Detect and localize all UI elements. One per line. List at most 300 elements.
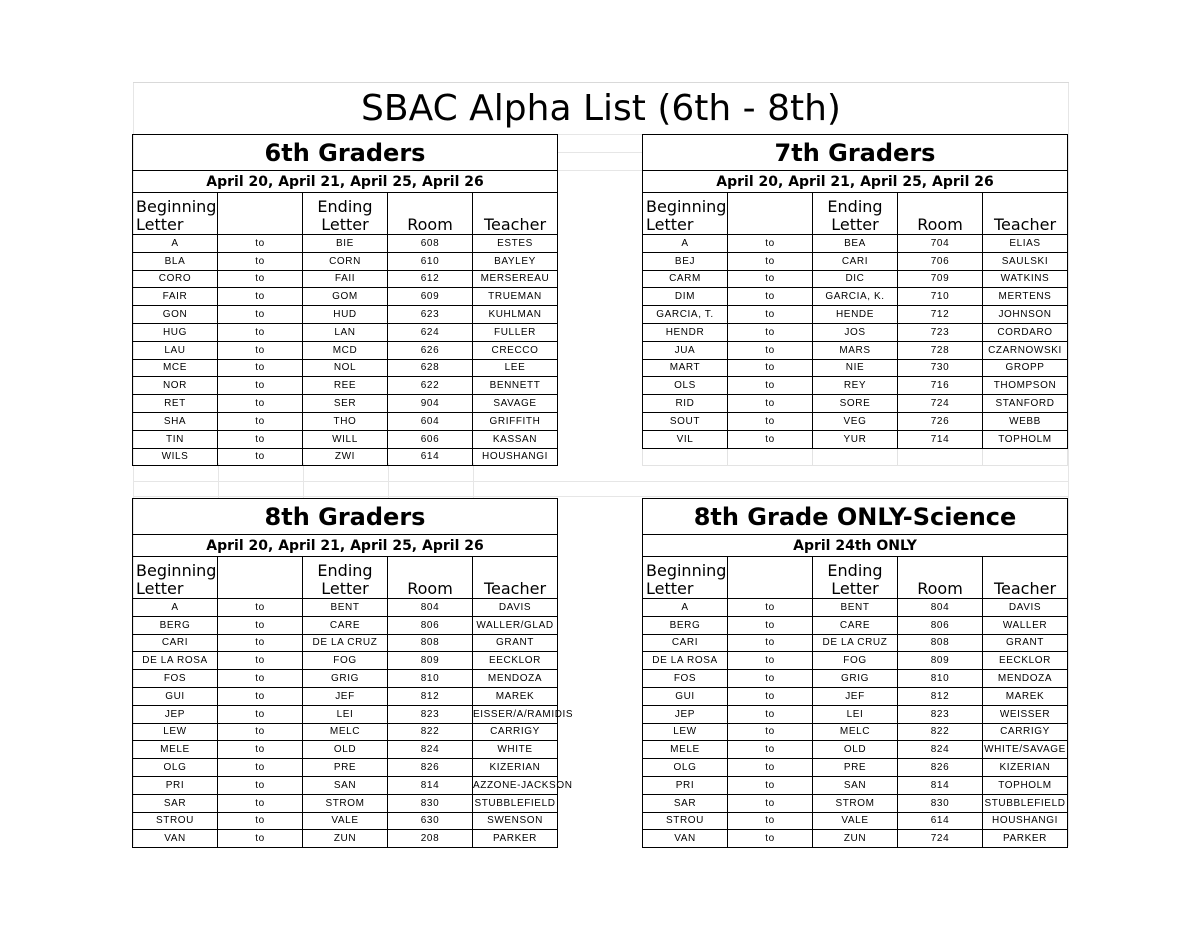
cell-to: to bbox=[728, 759, 813, 777]
cell-beginning-letter: LEW bbox=[133, 723, 218, 741]
cell-to: to bbox=[218, 288, 303, 306]
col-beginning-letter: Beginning Letter bbox=[643, 193, 728, 235]
cell-ending-letter: ZUN bbox=[303, 830, 388, 848]
section-7th-graders bbox=[642, 134, 1068, 466]
section-dates: April 24th ONLY bbox=[643, 535, 1068, 557]
table-row bbox=[643, 377, 1068, 395]
cell-teacher: TOPHOLM bbox=[983, 430, 1068, 448]
cell-ending-letter: HENDE bbox=[813, 306, 898, 324]
cell-beginning-letter: VIL bbox=[643, 430, 728, 448]
cell-beginning-letter: LEW bbox=[643, 723, 728, 741]
cell-beginning-letter: CARI bbox=[643, 634, 728, 652]
cell-beginning-letter: CARM bbox=[643, 270, 728, 288]
table-row bbox=[133, 776, 558, 794]
cell-teacher: FULLER bbox=[473, 323, 558, 341]
cell-teacher bbox=[983, 448, 1068, 466]
cell-to: to bbox=[218, 430, 303, 448]
cell-beginning-letter: NOR bbox=[133, 377, 218, 395]
cell-beginning-letter: RID bbox=[643, 395, 728, 413]
cell-beginning-letter: HUG bbox=[133, 323, 218, 341]
section-heading: 8th Grade ONLY-Science bbox=[643, 499, 1068, 535]
cell-room: 810 bbox=[898, 670, 983, 688]
cell-ending-letter: JEF bbox=[303, 687, 388, 705]
table-row bbox=[643, 448, 1068, 466]
cell-to: to bbox=[728, 599, 813, 617]
cell-to: to bbox=[218, 448, 303, 466]
cell-room: 814 bbox=[898, 776, 983, 794]
col-beginning-letter: Beginning Letter bbox=[643, 557, 728, 599]
cell-teacher: WALLER/GLAD bbox=[473, 616, 558, 634]
cell-room: 726 bbox=[898, 412, 983, 430]
table-row bbox=[133, 705, 558, 723]
table-row bbox=[133, 830, 558, 848]
cell-teacher: KUHLMAN bbox=[473, 306, 558, 324]
cell-to: to bbox=[218, 776, 303, 794]
cell-teacher: MAREK bbox=[983, 687, 1068, 705]
cell-to: to bbox=[218, 341, 303, 359]
table-row bbox=[643, 412, 1068, 430]
cell-room: 728 bbox=[898, 341, 983, 359]
cell-ending-letter: BEA bbox=[813, 235, 898, 253]
cell-to: to bbox=[728, 705, 813, 723]
cell-teacher: MENDOZA bbox=[473, 670, 558, 688]
cell-to bbox=[728, 448, 813, 466]
cell-teacher: WALLER bbox=[983, 616, 1068, 634]
cell-beginning-letter: BERG bbox=[133, 616, 218, 634]
cell-room: 904 bbox=[388, 395, 473, 413]
cell-beginning-letter: MELE bbox=[643, 741, 728, 759]
cell-beginning-letter: SHA bbox=[133, 412, 218, 430]
page-title: SBAC Alpha List (6th - 8th) bbox=[133, 82, 1069, 134]
cell-teacher: MERSEREAU bbox=[473, 270, 558, 288]
cell-room: 806 bbox=[388, 616, 473, 634]
cell-teacher: PARKER bbox=[473, 830, 558, 848]
cell-ending-letter: DE LA CRUZ bbox=[813, 634, 898, 652]
cell-ending-letter: CORN bbox=[303, 252, 388, 270]
cell-beginning-letter: SAR bbox=[133, 794, 218, 812]
cell-ending-letter: NIE bbox=[813, 359, 898, 377]
cell-room: 630 bbox=[388, 812, 473, 830]
table-6th-graders bbox=[132, 134, 558, 466]
col-teacher: Teacher bbox=[983, 193, 1068, 235]
cell-beginning-letter: MELE bbox=[133, 741, 218, 759]
cell-to: to bbox=[728, 341, 813, 359]
cell-teacher: AZZONE-JACKSON bbox=[473, 776, 558, 794]
cell-teacher: WHITE bbox=[473, 741, 558, 759]
cell-ending-letter: JOS bbox=[813, 323, 898, 341]
cell-beginning-letter: A bbox=[133, 599, 218, 617]
cell-to: to bbox=[218, 616, 303, 634]
table-row bbox=[133, 741, 558, 759]
table-row bbox=[643, 794, 1068, 812]
cell-room: 804 bbox=[898, 599, 983, 617]
table-row bbox=[133, 323, 558, 341]
cell-ending-letter: BIE bbox=[303, 235, 388, 253]
cell-ending-letter: OLD bbox=[813, 741, 898, 759]
cell-to: to bbox=[728, 359, 813, 377]
cell-beginning-letter: DE LA ROSA bbox=[643, 652, 728, 670]
cell-beginning-letter: DIM bbox=[643, 288, 728, 306]
table-row bbox=[133, 359, 558, 377]
cell-ending-letter bbox=[813, 448, 898, 466]
cell-to: to bbox=[218, 270, 303, 288]
col-ending-letter: Ending Letter bbox=[813, 557, 898, 599]
col-room: Room bbox=[388, 193, 473, 235]
cell-beginning-letter: A bbox=[133, 235, 218, 253]
col-beginning-letter: Beginning Letter bbox=[133, 193, 218, 235]
cell-teacher: ESTES bbox=[473, 235, 558, 253]
cell-teacher: THOMPSON bbox=[983, 377, 1068, 395]
cell-ending-letter: SAN bbox=[813, 776, 898, 794]
cell-teacher: CARRIGY bbox=[983, 723, 1068, 741]
cell-beginning-letter: OLS bbox=[643, 377, 728, 395]
cell-teacher: MENDOZA bbox=[983, 670, 1068, 688]
cell-teacher: ELIAS bbox=[983, 235, 1068, 253]
cell-beginning-letter: FOS bbox=[133, 670, 218, 688]
cell-room: 712 bbox=[898, 306, 983, 324]
cell-ending-letter: NOL bbox=[303, 359, 388, 377]
section-heading: 6th Graders bbox=[133, 135, 558, 171]
table-8th-grade-science bbox=[642, 498, 1068, 848]
cell-room: 806 bbox=[898, 616, 983, 634]
cell-beginning-letter: SAR bbox=[643, 794, 728, 812]
cell-ending-letter: GRIG bbox=[303, 670, 388, 688]
cell-beginning-letter: HENDR bbox=[643, 323, 728, 341]
table-row bbox=[643, 670, 1068, 688]
table-8th-graders bbox=[132, 498, 574, 848]
cell-ending-letter: DE LA CRUZ bbox=[303, 634, 388, 652]
table-row bbox=[643, 599, 1068, 617]
cell-to: to bbox=[728, 616, 813, 634]
cell-beginning-letter: PRI bbox=[643, 776, 728, 794]
section-dates: April 20, April 21, April 25, April 26 bbox=[643, 171, 1068, 193]
table-row bbox=[133, 270, 558, 288]
cell-beginning-letter: BLA bbox=[133, 252, 218, 270]
cell-to: to bbox=[218, 634, 303, 652]
table-row bbox=[133, 306, 558, 324]
cell-teacher: KASSAN bbox=[473, 430, 558, 448]
cell-ending-letter: YUR bbox=[813, 430, 898, 448]
cell-to: to bbox=[728, 723, 813, 741]
cell-beginning-letter: OLG bbox=[133, 759, 218, 777]
cell-to: to bbox=[728, 252, 813, 270]
cell-ending-letter: STROM bbox=[303, 794, 388, 812]
table-row bbox=[643, 323, 1068, 341]
cell-ending-letter: ZWI bbox=[303, 448, 388, 466]
cell-teacher: GROPP bbox=[983, 359, 1068, 377]
cell-ending-letter: THO bbox=[303, 412, 388, 430]
cell-beginning-letter: PRI bbox=[133, 776, 218, 794]
cell-ending-letter: OLD bbox=[303, 741, 388, 759]
cell-to: to bbox=[728, 323, 813, 341]
cell-to: to bbox=[728, 288, 813, 306]
cell-ending-letter: ZUN bbox=[813, 830, 898, 848]
cell-ending-letter: SORE bbox=[813, 395, 898, 413]
cell-teacher: HOUSHANGI bbox=[473, 448, 558, 466]
table-row bbox=[133, 288, 558, 306]
cell-to: to bbox=[728, 741, 813, 759]
cell-ending-letter: MELC bbox=[813, 723, 898, 741]
table-row bbox=[643, 812, 1068, 830]
cell-to: to bbox=[728, 412, 813, 430]
cell-room: 824 bbox=[898, 741, 983, 759]
cell-ending-letter: GRIG bbox=[813, 670, 898, 688]
cell-room: 624 bbox=[388, 323, 473, 341]
cell-beginning-letter: GARCIA, T. bbox=[643, 306, 728, 324]
cell-to: to bbox=[218, 323, 303, 341]
cell-room: 808 bbox=[388, 634, 473, 652]
table-row bbox=[643, 252, 1068, 270]
col-to bbox=[218, 557, 303, 599]
cell-beginning-letter: BEJ bbox=[643, 252, 728, 270]
cell-ending-letter: SAN bbox=[303, 776, 388, 794]
table-row bbox=[643, 687, 1068, 705]
cell-to: to bbox=[218, 723, 303, 741]
cell-teacher: PARKER bbox=[983, 830, 1068, 848]
cell-to: to bbox=[728, 634, 813, 652]
cell-to: to bbox=[728, 776, 813, 794]
cell-room: 614 bbox=[388, 448, 473, 466]
col-ending-letter: Ending Letter bbox=[303, 193, 388, 235]
cell-room: 610 bbox=[388, 252, 473, 270]
table-row bbox=[133, 235, 558, 253]
table-row bbox=[133, 670, 558, 688]
cell-teacher: STANFORD bbox=[983, 395, 1068, 413]
cell-room: 826 bbox=[898, 759, 983, 777]
cell-to: to bbox=[218, 812, 303, 830]
cell-room: 710 bbox=[898, 288, 983, 306]
cell-ending-letter: DIC bbox=[813, 270, 898, 288]
table-row bbox=[133, 430, 558, 448]
cell-teacher: STUBBLEFIELD bbox=[983, 794, 1068, 812]
cell-beginning-letter: CARI bbox=[133, 634, 218, 652]
cell-beginning-letter bbox=[643, 448, 728, 466]
cell-ending-letter: BENT bbox=[303, 599, 388, 617]
col-beginning-letter: Beginning Letter bbox=[133, 557, 218, 599]
cell-room: 804 bbox=[388, 599, 473, 617]
cell-room: 822 bbox=[388, 723, 473, 741]
cell-to: to bbox=[728, 830, 813, 848]
table-row bbox=[133, 723, 558, 741]
cell-teacher: TOPHOLM bbox=[983, 776, 1068, 794]
cell-teacher: GRANT bbox=[473, 634, 558, 652]
table-row bbox=[133, 448, 558, 466]
cell-to: to bbox=[728, 235, 813, 253]
cell-beginning-letter: RET bbox=[133, 395, 218, 413]
cell-room: 823 bbox=[898, 705, 983, 723]
cell-beginning-letter: TIN bbox=[133, 430, 218, 448]
cell-teacher: EECKLOR bbox=[473, 652, 558, 670]
cell-teacher: WEBB bbox=[983, 412, 1068, 430]
col-teacher: Teacher bbox=[473, 557, 558, 599]
cell-teacher: KIZERIAN bbox=[473, 759, 558, 777]
cell-to: to bbox=[218, 599, 303, 617]
cell-ending-letter: MELC bbox=[303, 723, 388, 741]
cell-teacher: DAVIS bbox=[473, 599, 558, 617]
cell-room: 604 bbox=[388, 412, 473, 430]
cell-ending-letter: VALE bbox=[303, 812, 388, 830]
cell-teacher: WHITE/SAVAGE bbox=[983, 741, 1068, 759]
cell-room: 208 bbox=[388, 830, 473, 848]
cell-teacher: HOUSHANGI bbox=[983, 812, 1068, 830]
section-8th-grade-science bbox=[642, 498, 1068, 848]
section-8th-graders bbox=[132, 498, 574, 848]
cell-to: to bbox=[218, 759, 303, 777]
cell-room: 830 bbox=[898, 794, 983, 812]
table-row bbox=[643, 430, 1068, 448]
cell-beginning-letter: VAN bbox=[643, 830, 728, 848]
table-row bbox=[643, 705, 1068, 723]
cell-to: to bbox=[728, 670, 813, 688]
col-teacher: Teacher bbox=[983, 557, 1068, 599]
cell-ending-letter: HUD bbox=[303, 306, 388, 324]
cell-to: to bbox=[728, 430, 813, 448]
cell-beginning-letter: OLG bbox=[643, 759, 728, 777]
table-row bbox=[643, 270, 1068, 288]
table-row bbox=[643, 741, 1068, 759]
cell-room: 628 bbox=[388, 359, 473, 377]
table-row bbox=[133, 759, 558, 777]
table-row bbox=[643, 288, 1068, 306]
cell-beginning-letter: BERG bbox=[643, 616, 728, 634]
col-to bbox=[728, 557, 813, 599]
cell-to: to bbox=[728, 812, 813, 830]
col-to bbox=[218, 193, 303, 235]
cell-beginning-letter: VAN bbox=[133, 830, 218, 848]
table-row bbox=[643, 616, 1068, 634]
cell-to: to bbox=[218, 705, 303, 723]
cell-room: 814 bbox=[388, 776, 473, 794]
cell-room: 609 bbox=[388, 288, 473, 306]
table-row bbox=[643, 723, 1068, 741]
cell-beginning-letter: WILS bbox=[133, 448, 218, 466]
cell-to: to bbox=[728, 652, 813, 670]
cell-room: 822 bbox=[898, 723, 983, 741]
cell-beginning-letter: STROU bbox=[643, 812, 728, 830]
cell-beginning-letter: JEP bbox=[133, 705, 218, 723]
cell-ending-letter: FOG bbox=[303, 652, 388, 670]
cell-to: to bbox=[728, 306, 813, 324]
cell-ending-letter: PRE bbox=[303, 759, 388, 777]
cell-teacher: GRANT bbox=[983, 634, 1068, 652]
col-room: Room bbox=[898, 193, 983, 235]
cell-to: to bbox=[218, 359, 303, 377]
cell-teacher: GRIFFITH bbox=[473, 412, 558, 430]
cell-to: to bbox=[728, 270, 813, 288]
table-row bbox=[133, 341, 558, 359]
cell-ending-letter: GARCIA, K. bbox=[813, 288, 898, 306]
table-row bbox=[643, 341, 1068, 359]
table-row bbox=[643, 306, 1068, 324]
cell-ending-letter: REE bbox=[303, 377, 388, 395]
cell-room: 606 bbox=[388, 430, 473, 448]
cell-teacher: DAVIS bbox=[983, 599, 1068, 617]
table-row bbox=[643, 652, 1068, 670]
cell-room: 623 bbox=[388, 306, 473, 324]
cell-room: 824 bbox=[388, 741, 473, 759]
cell-room: 622 bbox=[388, 377, 473, 395]
cell-teacher: SWENSON bbox=[473, 812, 558, 830]
cell-room: 826 bbox=[388, 759, 473, 777]
cell-teacher: JOHNSON bbox=[983, 306, 1068, 324]
col-room: Room bbox=[898, 557, 983, 599]
cell-beginning-letter: JUA bbox=[643, 341, 728, 359]
cell-ending-letter: CARE bbox=[813, 616, 898, 634]
cell-ending-letter: WILL bbox=[303, 430, 388, 448]
cell-ending-letter: MCD bbox=[303, 341, 388, 359]
table-row bbox=[133, 634, 558, 652]
cell-room: 706 bbox=[898, 252, 983, 270]
table-7th-graders bbox=[642, 134, 1068, 466]
cell-teacher: EECKLOR bbox=[983, 652, 1068, 670]
cell-ending-letter: BENT bbox=[813, 599, 898, 617]
cell-ending-letter: CARI bbox=[813, 252, 898, 270]
cell-teacher: KIZERIAN bbox=[983, 759, 1068, 777]
cell-beginning-letter: A bbox=[643, 599, 728, 617]
cell-beginning-letter: GUI bbox=[643, 687, 728, 705]
cell-beginning-letter: SOUT bbox=[643, 412, 728, 430]
table-row bbox=[133, 794, 558, 812]
table-row bbox=[133, 812, 558, 830]
cell-teacher: MERTENS bbox=[983, 288, 1068, 306]
section-heading: 7th Graders bbox=[643, 135, 1068, 171]
cell-teacher: CRECCO bbox=[473, 341, 558, 359]
cell-teacher: WATKINS bbox=[983, 270, 1068, 288]
cell-room: 810 bbox=[388, 670, 473, 688]
cell-room: 730 bbox=[898, 359, 983, 377]
cell-teacher: WEISSER bbox=[983, 705, 1068, 723]
cell-teacher: STUBBLEFIELD bbox=[473, 794, 558, 812]
cell-ending-letter: FOG bbox=[813, 652, 898, 670]
cell-ending-letter: VEG bbox=[813, 412, 898, 430]
table-row bbox=[643, 359, 1068, 377]
cell-room: 809 bbox=[898, 652, 983, 670]
cell-beginning-letter: DE LA ROSA bbox=[133, 652, 218, 670]
cell-beginning-letter: GON bbox=[133, 306, 218, 324]
cell-to: to bbox=[218, 670, 303, 688]
cell-room: 716 bbox=[898, 377, 983, 395]
cell-beginning-letter: MART bbox=[643, 359, 728, 377]
cell-room: 723 bbox=[898, 323, 983, 341]
table-row bbox=[133, 252, 558, 270]
cell-ending-letter: REY bbox=[813, 377, 898, 395]
cell-teacher: EISSER/A/RAMIDIS bbox=[473, 705, 558, 723]
cell-to: to bbox=[218, 652, 303, 670]
cell-beginning-letter: FOS bbox=[643, 670, 728, 688]
cell-to: to bbox=[728, 395, 813, 413]
cell-to: to bbox=[218, 412, 303, 430]
table-row bbox=[643, 634, 1068, 652]
cell-room: 808 bbox=[898, 634, 983, 652]
cell-room: 812 bbox=[388, 687, 473, 705]
cell-room: 830 bbox=[388, 794, 473, 812]
cell-teacher: CARRIGY bbox=[473, 723, 558, 741]
cell-to: to bbox=[218, 687, 303, 705]
cell-ending-letter: STROM bbox=[813, 794, 898, 812]
table-row bbox=[643, 395, 1068, 413]
cell-room: 724 bbox=[898, 830, 983, 848]
table-row bbox=[133, 652, 558, 670]
cell-teacher: BAYLEY bbox=[473, 252, 558, 270]
table-row bbox=[643, 830, 1068, 848]
cell-room: 626 bbox=[388, 341, 473, 359]
cell-teacher: MAREK bbox=[473, 687, 558, 705]
cell-beginning-letter: STROU bbox=[133, 812, 218, 830]
cell-beginning-letter: CORO bbox=[133, 270, 218, 288]
cell-to: to bbox=[218, 377, 303, 395]
cell-room: 809 bbox=[388, 652, 473, 670]
cell-teacher: CORDARO bbox=[983, 323, 1068, 341]
